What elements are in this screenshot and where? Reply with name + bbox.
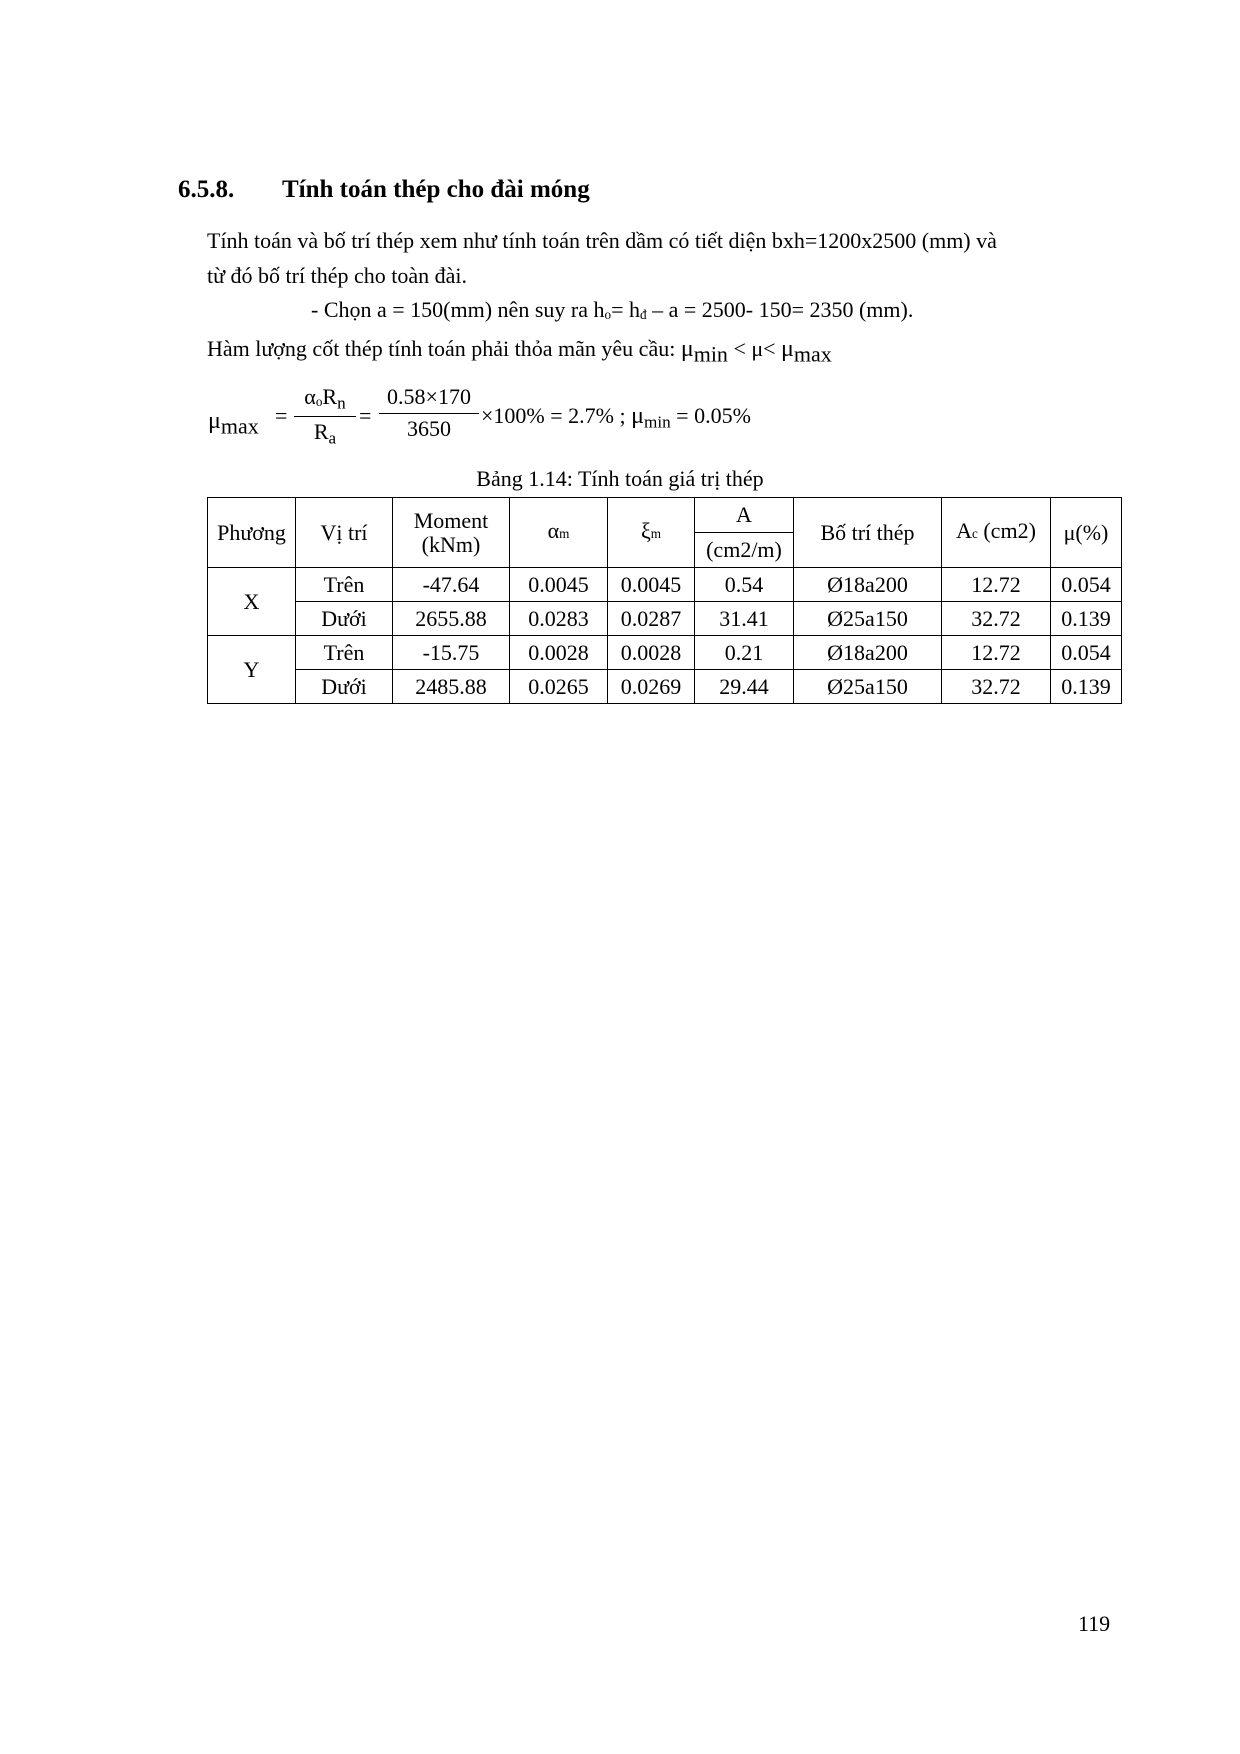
fraction-denominator — [294, 419, 356, 448]
section-number: 6.5.8. — [178, 176, 235, 203]
subscript: max — [793, 341, 832, 367]
ac-unit: (cm2) — [977, 518, 1036, 543]
text-span: Hàm lượng cốt thép tính toán phải thỏa mãn yêu cầu: — [207, 336, 681, 361]
subscript: min — [643, 412, 671, 432]
ac-cell: 12.72 — [942, 636, 1051, 670]
formula-rhs — [481, 403, 751, 432]
table-header-row — [208, 498, 1122, 533]
layout-cell: Ø18a200 — [794, 568, 942, 602]
mu-cell: 0.054 — [1051, 636, 1122, 670]
a-cell: 0.54 — [695, 568, 794, 602]
alpha-symbol: α — [304, 384, 316, 409]
table-row — [208, 568, 1122, 602]
table-caption: Bảng 1.14: Tính toán giá trị thép — [476, 466, 764, 491]
position-cell: Trên — [296, 636, 393, 670]
subscript: đ — [639, 306, 647, 322]
header-alpha-m — [510, 498, 608, 568]
fraction-denominator: 3650 — [407, 416, 451, 441]
alpha-m-cell: 0.0283 — [510, 602, 608, 636]
xi-m-cell: 0.0045 — [608, 568, 695, 602]
ac-symbol: A — [956, 518, 972, 543]
xi-symbol: ξ — [640, 518, 651, 543]
moment-cell: 2485.88 — [393, 670, 510, 704]
layout-cell: Ø25a150 — [794, 670, 942, 704]
a-cell: 29.44 — [695, 670, 794, 704]
choose-a-line — [311, 297, 913, 323]
alpha-m-cell: 0.0045 — [510, 568, 608, 602]
paragraph-line: từ đó bố trí thép cho toàn đài. — [207, 263, 467, 288]
subscript: m — [559, 526, 570, 541]
position-cell: Trên — [296, 568, 393, 602]
moment-cell: 2655.88 — [393, 602, 510, 636]
alpha-symbol: α — [547, 518, 560, 543]
alpha-m-cell: 0.0028 — [510, 636, 608, 670]
fraction-numerator — [294, 384, 356, 413]
direction-cell: Y — [208, 636, 296, 704]
position-cell: Dưới — [296, 670, 393, 704]
equals-sign: = — [359, 403, 372, 428]
layout-cell: Ø25a150 — [794, 602, 942, 636]
ac-cell: 32.72 — [942, 602, 1051, 636]
mu-symbol: μ — [631, 403, 644, 429]
requirement-line — [207, 336, 832, 368]
alpha-m-cell: 0.0265 — [510, 670, 608, 704]
layout-cell: Ø18a200 — [794, 636, 942, 670]
equals-sign: = — [275, 403, 288, 428]
text-span: = h — [611, 297, 640, 322]
xi-m-cell: 0.0028 — [608, 636, 695, 670]
header-moment — [393, 498, 510, 568]
a-cell: 31.41 — [695, 602, 794, 636]
position-cell: Dưới — [296, 602, 393, 636]
table-row — [208, 636, 1122, 670]
subscript: a — [328, 428, 337, 448]
moment-cell: -15.75 — [393, 636, 510, 670]
text-span: ×100% = 2.7% ; — [481, 403, 632, 428]
text-span: – a = 2500- 150= 2350 (mm). — [646, 297, 914, 322]
section-heading — [178, 176, 590, 204]
subscript: c — [972, 526, 978, 541]
fraction-bar — [379, 413, 479, 414]
fraction-numerator: 0.58×170 — [387, 384, 471, 409]
mu-symbol: μ — [208, 408, 221, 434]
table-row — [208, 602, 1122, 636]
header-phuong: Phương — [208, 498, 296, 568]
mu-cell: 0.054 — [1051, 568, 1122, 602]
fraction-alpha-rn-ra — [294, 384, 356, 449]
header-vitri: Vị trí — [296, 498, 393, 568]
a-cell: 0.21 — [695, 636, 794, 670]
fraction-numeric — [379, 384, 479, 442]
table-row — [208, 670, 1122, 704]
mu-symbol: μ — [781, 336, 794, 362]
text-span: = 0.05% — [670, 403, 751, 428]
xi-m-cell: 0.0287 — [608, 602, 695, 636]
moment-cell: -47.64 — [393, 568, 510, 602]
subscript: m — [650, 526, 662, 541]
xi-m-cell: 0.0269 — [608, 670, 695, 704]
fraction-bar — [294, 416, 356, 417]
subscript: min — [693, 341, 728, 367]
formula-lhs — [208, 408, 259, 440]
header-a-unit: (cm2/m) — [695, 533, 794, 568]
header-ac — [942, 498, 1051, 568]
mu-cell: 0.139 — [1051, 602, 1122, 636]
subscript: max — [220, 413, 259, 439]
ac-cell: 12.72 — [942, 568, 1051, 602]
header-moment-label: Moment — [413, 507, 489, 533]
page-number: 119 — [1078, 1611, 1111, 1636]
paragraph-line: Tính toán và bố trí thép xem như tính toán trên dầm có tiết diện bxh=1200x2500 (mm) và — [207, 228, 997, 253]
text-span: < μ< — [727, 336, 782, 361]
r-symbol: R — [313, 419, 329, 445]
ac-cell: 32.72 — [942, 670, 1051, 704]
subscript: o — [604, 306, 612, 322]
direction-cell: X — [208, 568, 296, 636]
subscript: n — [337, 393, 346, 413]
text-span: - Chọn a = 150(mm) nên suy ra h — [311, 297, 605, 322]
header-mu: μ(%) — [1051, 498, 1122, 568]
header-a: A — [695, 498, 794, 533]
subscript: o — [315, 393, 323, 409]
header-moment-unit: (kNm) — [421, 531, 481, 557]
section-title: Tính toán thép cho đài móng — [282, 176, 590, 203]
mu-cell: 0.139 — [1051, 670, 1122, 704]
header-bo-tri-thep: Bố trí thép — [794, 498, 942, 568]
mu-symbol: μ — [680, 336, 694, 362]
r-symbol: R — [322, 384, 338, 409]
steel-calculation-table — [207, 497, 1122, 704]
header-xi-m — [608, 498, 695, 568]
